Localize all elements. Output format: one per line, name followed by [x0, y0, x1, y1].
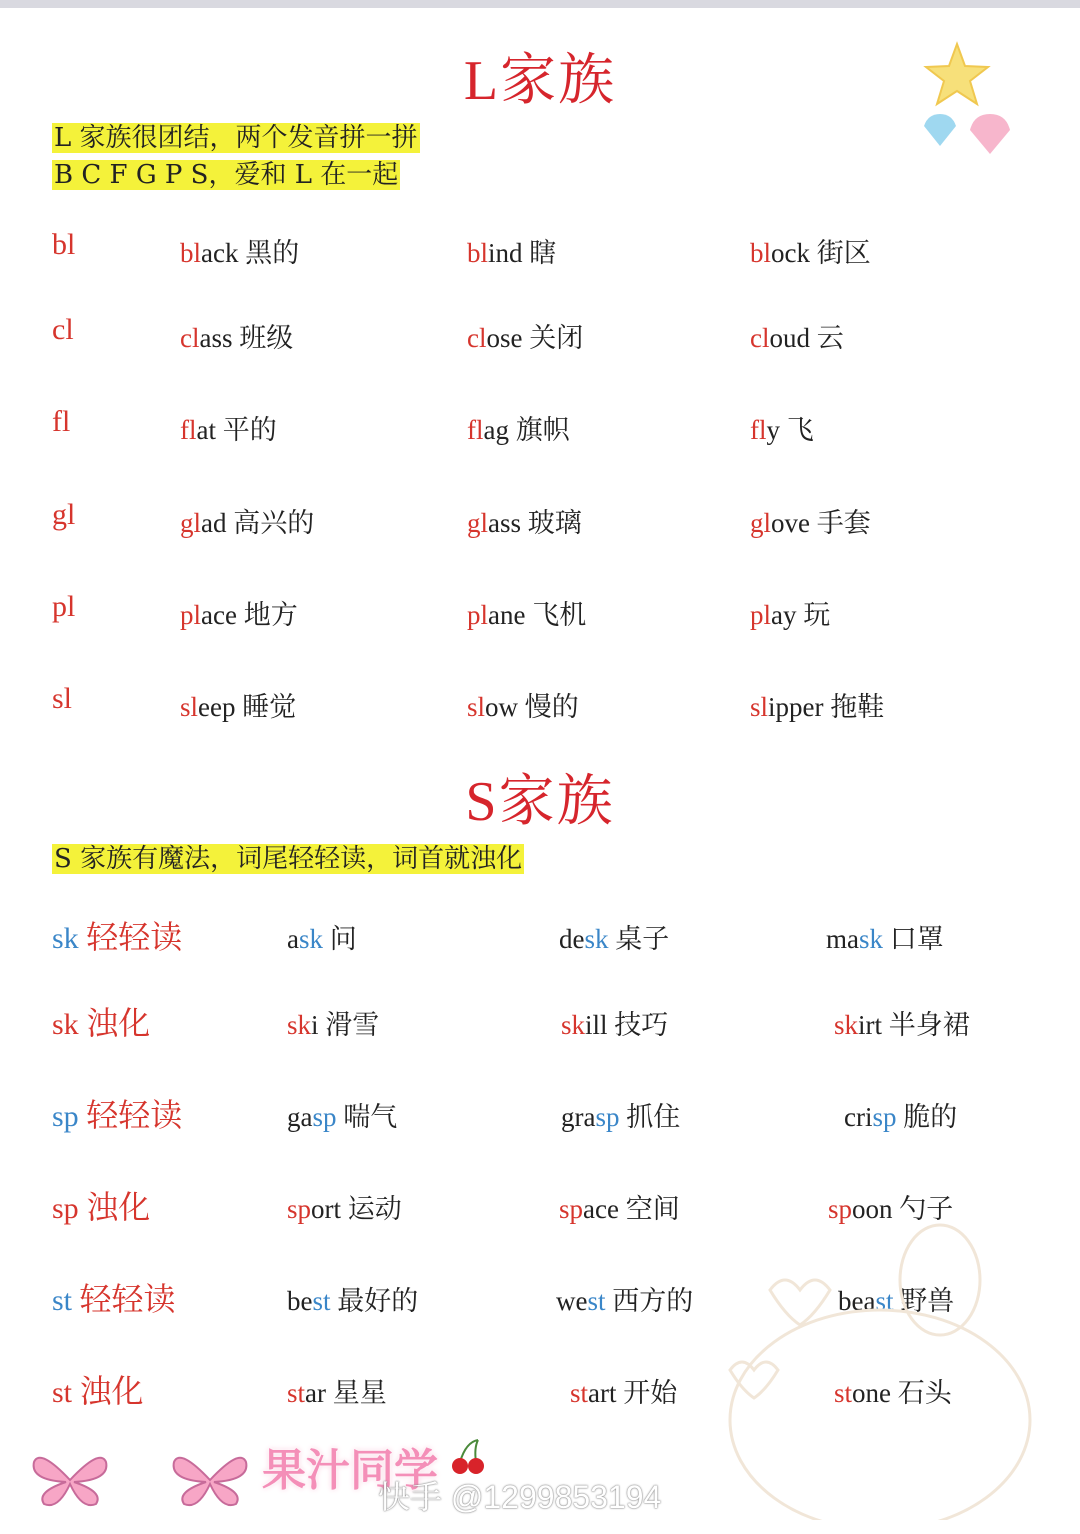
word-blend: pl: [750, 600, 772, 630]
word-meaning: 滑雪: [325, 1010, 380, 1040]
l-family-rhyme-2: B C F G P S，爱和 L 在一起: [54, 160, 399, 190]
word-blend: sk: [859, 924, 884, 954]
vocab-word: [750, 685, 884, 724]
blend-prefix: [52, 998, 150, 1044]
word-meaning: 空间: [625, 1194, 680, 1224]
vocab-word: [467, 593, 586, 632]
word-blend: sp: [828, 1194, 853, 1224]
l-family-title: L家族: [463, 50, 617, 112]
vocab-word: [180, 408, 277, 447]
word-blend: sk: [584, 924, 609, 954]
blend-rule-label: 轻轻读: [86, 1097, 183, 1133]
word-rest: i: [311, 1010, 319, 1040]
word-meaning: 野兽: [900, 1286, 955, 1316]
vocab-word: [287, 1187, 402, 1226]
l-family-row: [0, 405, 1080, 455]
blend-rule-label: 浊化: [86, 1189, 151, 1225]
l-family-rhyme-1: L 家族很团结，两个发音拼一拼: [54, 123, 418, 153]
word-blend: st: [875, 1286, 894, 1316]
vocab-word: [180, 231, 299, 270]
vocab-word: [826, 917, 944, 956]
word-start: ga: [287, 1102, 313, 1132]
word-meaning: 技巧: [614, 1010, 669, 1040]
word-rest: ace: [583, 1194, 619, 1224]
vocab-word: [180, 593, 298, 632]
vocab-word: [180, 685, 296, 724]
word-meaning: 脆的: [903, 1102, 958, 1132]
vocab-word: [750, 501, 871, 540]
blend-prefix: gl: [52, 498, 76, 531]
blend-rule-label: 浊化: [86, 1005, 151, 1041]
word-meaning: 班级: [239, 323, 294, 353]
vocab-word: [844, 1095, 957, 1134]
blend-letters: st: [52, 1376, 73, 1409]
word-meaning: 最好的: [337, 1286, 419, 1316]
word-blend: sl: [467, 692, 486, 722]
word-blend: sp: [872, 1102, 897, 1132]
word-rest: ass: [488, 508, 522, 538]
vocab-word: [834, 1003, 970, 1042]
vocab-word: [559, 917, 669, 956]
word-meaning: 街区: [816, 238, 871, 268]
blend-prefix: [52, 1182, 150, 1228]
word-blend: gl: [467, 508, 489, 538]
word-meaning: 睡觉: [242, 692, 297, 722]
blend-prefix: [52, 1090, 182, 1136]
word-start: we: [556, 1286, 588, 1316]
word-blend: pl: [467, 600, 489, 630]
word-rest: oud: [769, 323, 810, 353]
word-blend: fl: [180, 415, 197, 445]
butterfly-icon: [30, 1452, 110, 1508]
word-meaning: 高兴的: [233, 508, 315, 538]
word-meaning: 飞: [786, 415, 814, 445]
word-meaning: 地方: [243, 600, 298, 630]
word-meaning: 口罩: [889, 924, 944, 954]
word-blend: gl: [180, 508, 202, 538]
word-blend: sl: [180, 692, 199, 722]
vocab-word: [287, 1279, 418, 1318]
l-family-row: [0, 590, 1080, 640]
word-rest: ag: [483, 415, 509, 445]
word-start: cri: [844, 1102, 873, 1132]
word-meaning: 飞机: [532, 600, 587, 630]
word-blend: fl: [750, 415, 767, 445]
blend-prefix: [52, 1366, 144, 1412]
word-rest: oon: [852, 1194, 893, 1224]
word-rest: ack: [201, 238, 239, 268]
vocab-word: [570, 1371, 677, 1410]
blend-prefix: [52, 1274, 176, 1320]
watermark-text: 快手 @1299853194: [378, 1479, 662, 1515]
word-blend: sp: [595, 1102, 620, 1132]
vocab-word: [467, 501, 582, 540]
word-blend: bl: [180, 238, 202, 268]
blend-letters: sp: [52, 1192, 79, 1225]
blend-letters: st: [52, 1284, 73, 1317]
word-rest: ill: [585, 1010, 608, 1040]
vocab-word: [561, 1095, 680, 1134]
word-rest: ar: [305, 1378, 326, 1408]
word-blend: sl: [750, 692, 769, 722]
l-family-row: [0, 498, 1080, 548]
vocab-word: [750, 593, 830, 632]
word-meaning: 勺子: [899, 1194, 954, 1224]
word-start: bea: [838, 1286, 876, 1316]
word-start: ma: [826, 924, 859, 954]
s-family-rhyme: S 家族有魔法，词尾轻轻读，词首就浊化: [54, 844, 523, 874]
word-meaning: 黑的: [245, 238, 300, 268]
word-meaning: 喘气: [343, 1102, 398, 1132]
word-start: de: [559, 924, 585, 954]
blend-letters: sk: [52, 922, 79, 955]
word-blend: fl: [467, 415, 484, 445]
word-blend: pl: [180, 600, 202, 630]
vocab-word: [467, 231, 556, 270]
butterfly-icon: [170, 1452, 250, 1508]
word-rest: ass: [199, 323, 233, 353]
blend-prefix: bl: [52, 228, 76, 261]
word-meaning: 拖鞋: [830, 692, 885, 722]
l-family-row: [0, 228, 1080, 278]
blend-prefix: fl: [52, 405, 71, 438]
word-rest: art: [588, 1378, 617, 1408]
word-start: gra: [561, 1102, 596, 1132]
word-start: be: [287, 1286, 313, 1316]
top-bar: [0, 0, 1080, 8]
vocab-word: [750, 408, 814, 447]
s-family-row: [0, 1090, 1080, 1140]
vocab-word: [287, 1095, 397, 1134]
word-rest: ay: [771, 600, 797, 630]
vocab-word: [287, 1371, 387, 1410]
word-blend: bl: [750, 238, 772, 268]
blend-prefix: cl: [52, 313, 74, 346]
blend-prefix: pl: [52, 590, 76, 623]
word-rest: at: [196, 415, 216, 445]
s-family-title: S家族: [465, 771, 615, 833]
word-blend: cl: [467, 323, 487, 353]
word-blend: sp: [287, 1194, 312, 1224]
word-start: a: [287, 924, 299, 954]
word-meaning: 半身裙: [888, 1010, 970, 1040]
word-rest: one: [852, 1378, 891, 1408]
s-family-row: [0, 998, 1080, 1048]
shell-icon-pink: [966, 112, 1014, 156]
word-meaning: 关闭: [529, 323, 584, 353]
s-family-row: [0, 912, 1080, 962]
word-blend: sk: [561, 1010, 586, 1040]
word-meaning: 玩: [803, 600, 831, 630]
vocab-word: [556, 1279, 693, 1318]
word-meaning: 玻璃: [527, 508, 582, 538]
vocab-word: [467, 316, 583, 355]
vocab-word: [467, 685, 579, 724]
word-blend: cl: [750, 323, 770, 353]
word-blend: sk: [834, 1010, 859, 1040]
word-blend: sp: [559, 1194, 584, 1224]
word-blend: gl: [750, 508, 772, 538]
vocab-word: [180, 501, 314, 540]
word-rest: ove: [771, 508, 810, 538]
vocab-word: [750, 316, 844, 355]
blend-prefix: [52, 912, 182, 958]
word-rest: ose: [486, 323, 523, 353]
word-meaning: 问: [329, 924, 357, 954]
blend-prefix: sl: [52, 682, 73, 715]
word-rest: ace: [201, 600, 237, 630]
bunny-decoration: [720, 1220, 1070, 1520]
word-blend: bl: [467, 238, 489, 268]
word-rest: ind: [488, 238, 523, 268]
word-rest: ane: [488, 600, 526, 630]
word-rest: ad: [201, 508, 227, 538]
word-meaning: 手套: [816, 508, 871, 538]
vocab-word: [467, 408, 570, 447]
word-meaning: 开始: [623, 1378, 678, 1408]
word-rest: y: [766, 415, 780, 445]
word-blend: sk: [298, 924, 323, 954]
word-meaning: 运动: [347, 1194, 402, 1224]
word-blend: sk: [287, 1010, 312, 1040]
word-blend: st: [834, 1378, 853, 1408]
word-blend: cl: [180, 323, 200, 353]
vocab-word: [287, 1003, 379, 1042]
word-blend: st: [287, 1378, 306, 1408]
brand-logo: 果汁同学: [262, 1446, 438, 1495]
word-meaning: 桌子: [615, 924, 670, 954]
word-blend: st: [587, 1286, 606, 1316]
word-meaning: 旗帜: [515, 415, 570, 445]
word-meaning: 西方的: [612, 1286, 694, 1316]
vocab-word: [180, 316, 293, 355]
blend-rule-label: 轻轻读: [79, 1281, 176, 1317]
vocab-word: [750, 231, 871, 270]
word-rest: ow: [485, 692, 519, 722]
word-rest: irt: [858, 1010, 883, 1040]
word-rest: eep: [198, 692, 236, 722]
vocab-word: [287, 917, 357, 956]
word-rest: ort: [311, 1194, 342, 1224]
word-meaning: 抓住: [626, 1102, 681, 1132]
word-meaning: 云: [816, 323, 844, 353]
blend-letters: sk: [52, 1008, 79, 1041]
word-meaning: 星星: [332, 1378, 387, 1408]
word-blend: st: [570, 1378, 589, 1408]
word-meaning: 瞎: [529, 238, 557, 268]
l-family-row: [0, 682, 1080, 732]
cherry-icon: [448, 1436, 488, 1476]
vocab-word: [559, 1187, 680, 1226]
l-family-row: [0, 313, 1080, 363]
vocab-word: [561, 1003, 668, 1042]
word-meaning: 平的: [222, 415, 277, 445]
word-blend: sp: [312, 1102, 337, 1132]
shell-icon-blue: [920, 112, 960, 148]
word-meaning: 石头: [897, 1378, 952, 1408]
blend-rule-label: 浊化: [79, 1373, 144, 1409]
word-blend: st: [312, 1286, 331, 1316]
blend-letters: sp: [52, 1100, 79, 1133]
blend-rule-label: 轻轻读: [86, 919, 183, 955]
word-meaning: 慢的: [524, 692, 579, 722]
word-rest: ipper: [768, 692, 824, 722]
word-rest: ock: [771, 238, 810, 268]
